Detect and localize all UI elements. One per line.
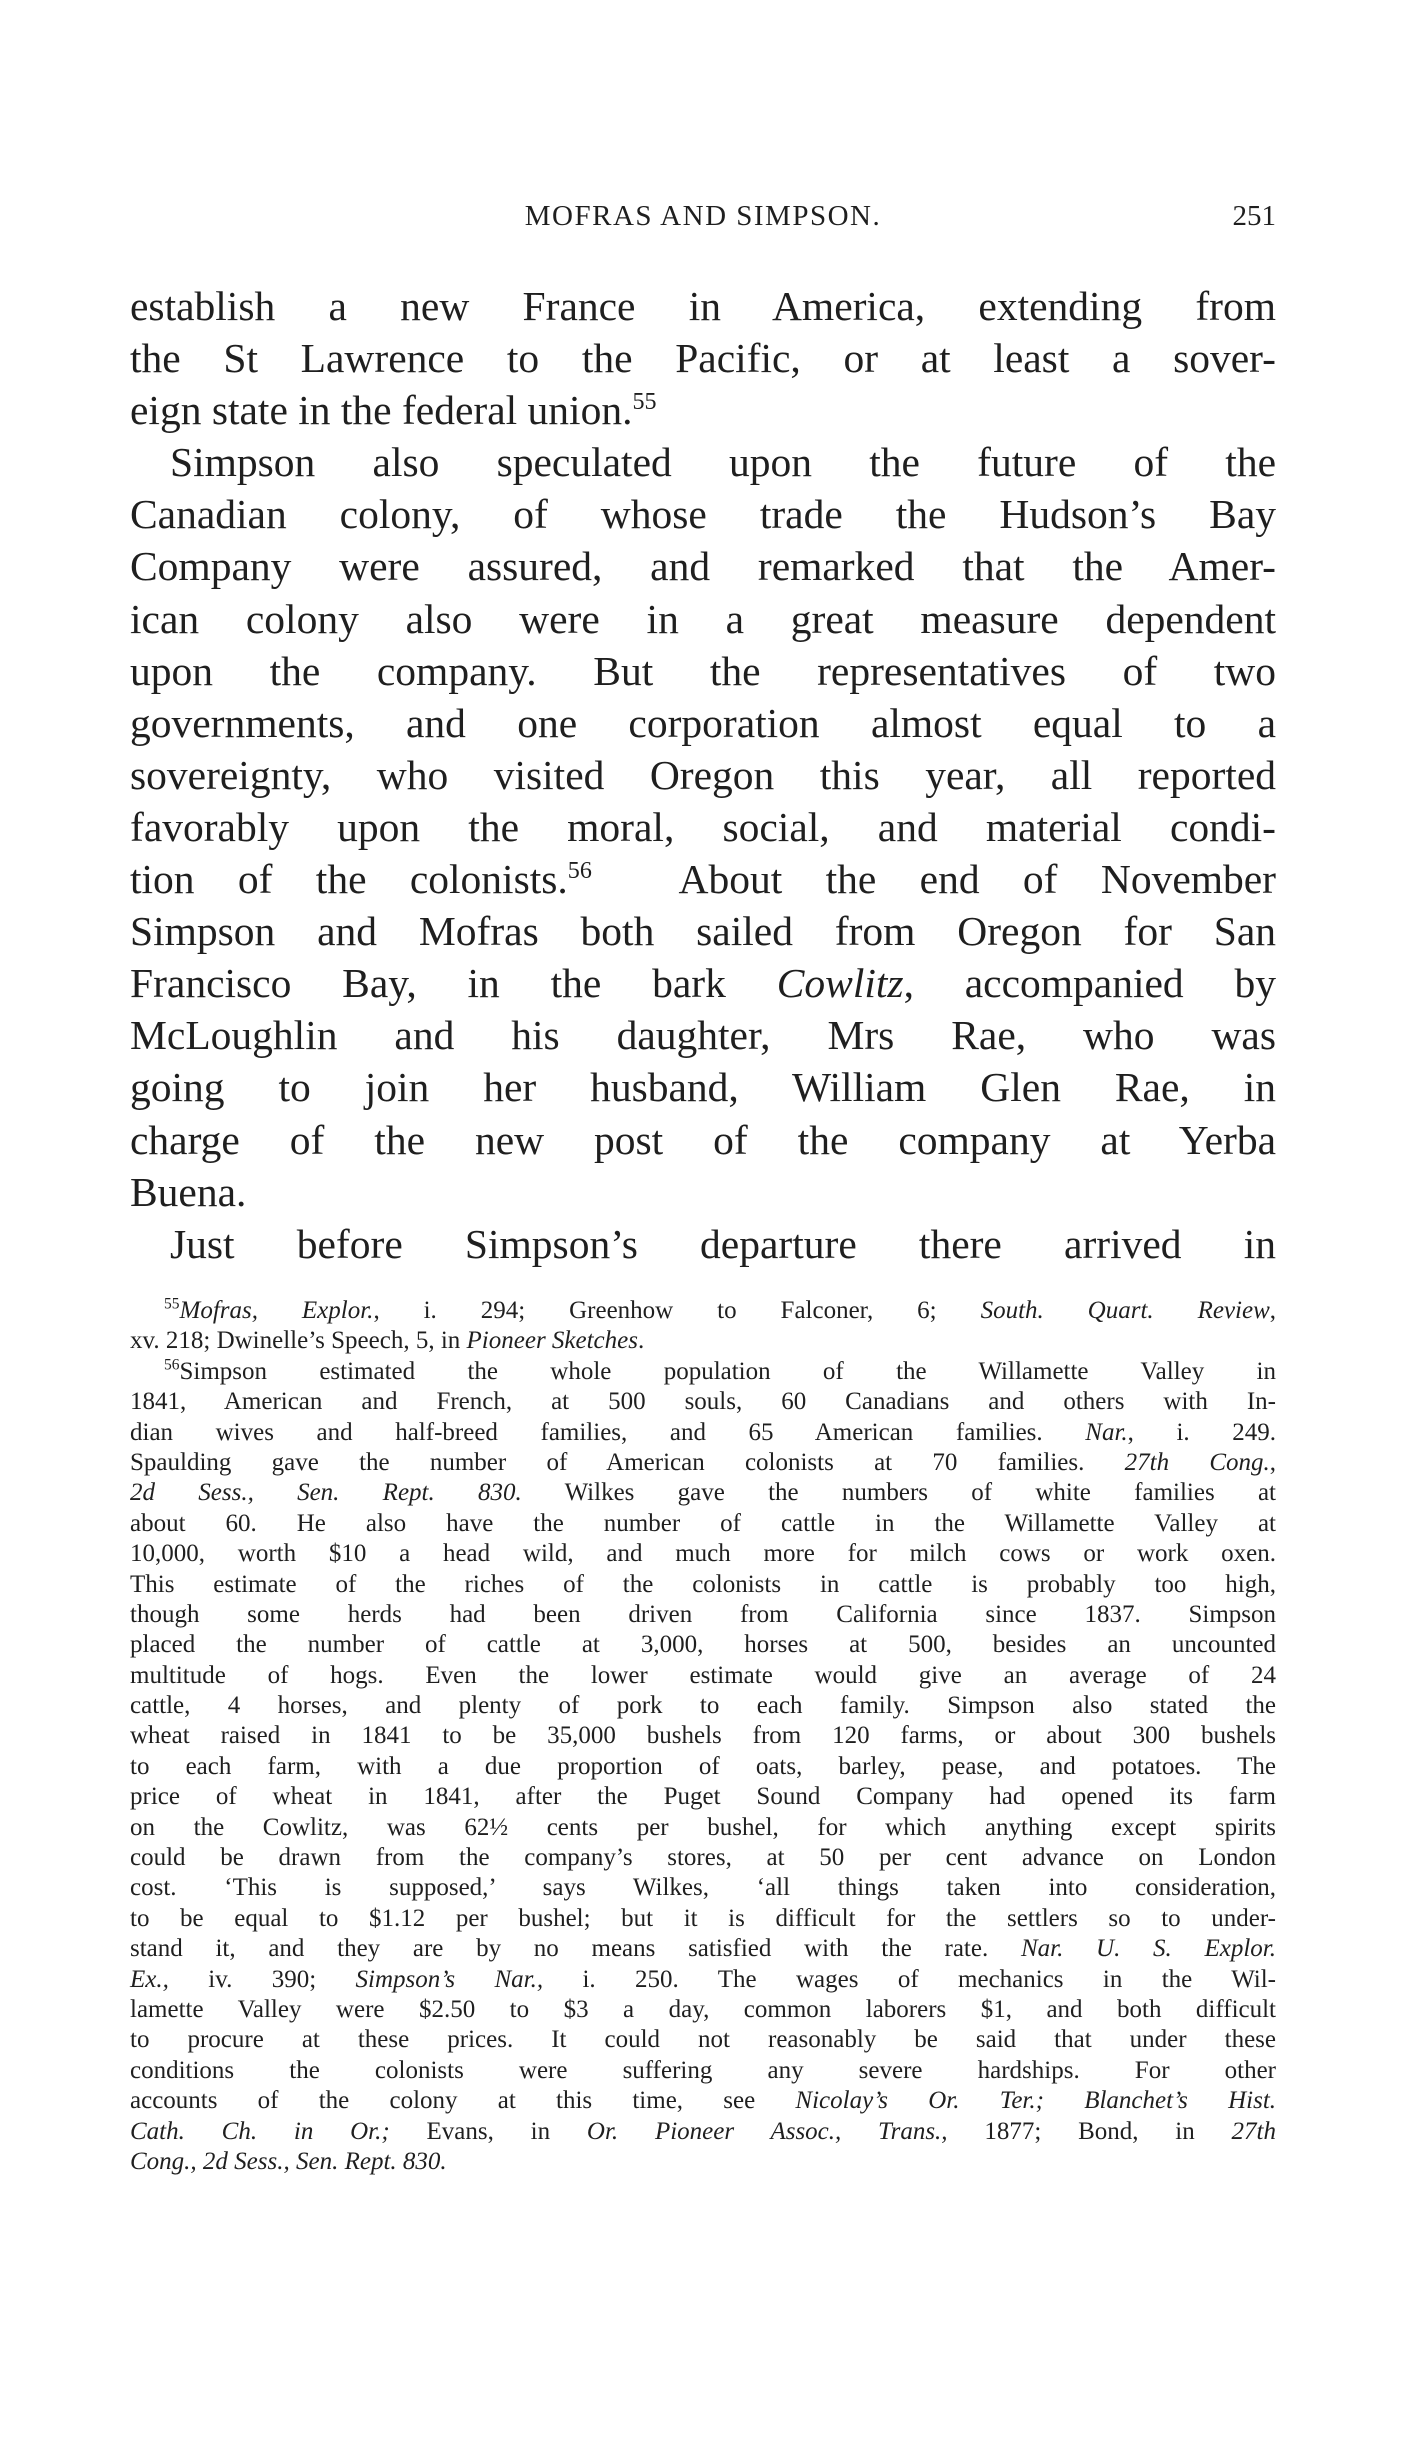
footnote-line: to be equal to $1.12 per bushel; but it is difficult for the settlers so to under- bbox=[130, 1904, 1276, 1932]
footnote-line: could be drawn from the company’s stores, at 50 per cent advance on London bbox=[130, 1844, 1276, 1872]
footnote-line: though some herds had been driven from California since 1837. Simpson bbox=[130, 1600, 1276, 1628]
text-line: going to join her husband, William Glen Rae, in bbox=[130, 1064, 1276, 1111]
footnote-line: 2d Sess., Sen. Rept. 830. Wilkes gave the numbers of white families at bbox=[130, 1479, 1276, 1507]
footnote-line: to each farm, with a due proportion of oats, barley, pease, and potatoes. The bbox=[130, 1752, 1276, 1780]
footnote-line: lamette Valley were $2.50 to $3 a day, common laborers $1, and both difficult bbox=[130, 1995, 1276, 2023]
text-line: Francisco Bay, in the bark Cowlitz, accompanied by bbox=[130, 960, 1276, 1007]
text-line: establish a new France in America, extending from bbox=[130, 283, 1276, 329]
footnote-line: dian wives and half-breed families, and 65 American families. Nar., i. 249. bbox=[130, 1418, 1277, 1446]
footnote-line: about 60. He also have the number of cattle in the Willamette Valley at bbox=[130, 1509, 1276, 1537]
footnote-55: $^{55}$Mofras, Explor., i. 294; Greenhow to Falconer, 6; South. Quart. Review, bbox=[164, 1295, 1277, 1324]
footnote-line: wheat raised in 1841 to be 35,000 bushels from 120 farms, or about 300 bushels bbox=[130, 1722, 1276, 1750]
footnote-line: 10,000, worth $10 a head wild, and much more for milch cows or work oxen. bbox=[130, 1540, 1276, 1568]
footnote-line: price of wheat in 1841, after the Puget Sound Company had opened its farm bbox=[130, 1783, 1276, 1811]
footnote-ref: 56 bbox=[567, 858, 592, 885]
footnotes bbox=[130, 1296, 1276, 2177]
text-line: Company were assured, and remarked that the Amer- bbox=[130, 543, 1276, 590]
text-line: tion of the colonists.$^{56}$ About the end of November bbox=[130, 856, 1277, 903]
page-number: 251 bbox=[1232, 200, 1276, 232]
body-text bbox=[130, 280, 1276, 1270]
text-line: ican colony also were in a great measure dependent bbox=[130, 595, 1276, 642]
footnote-line: on the Cowlitz, was 62½ cents per bushel, for which anything except spirits bbox=[130, 1813, 1276, 1841]
footnote-line: placed the number of cattle at 3,000, horses at 500, besides an uncounted bbox=[130, 1631, 1276, 1659]
running-head bbox=[130, 198, 1276, 238]
footnote-56: $^{56}$Simpson estimated the whole population of the Willamette Valley in bbox=[164, 1356, 1276, 1385]
text-line: Just before Simpson’s departure there arrived in bbox=[170, 1220, 1276, 1267]
footnote-line: xv. 218; Dwinelle’s Speech, 5, in Pioneer Sketches. bbox=[130, 1327, 645, 1355]
footnote-line: 1841, American and French, at 500 souls, 60 Canadians and others with In- bbox=[130, 1388, 1276, 1416]
running-title: MOFRAS AND SIMPSON. bbox=[524, 200, 882, 232]
text-line: Buena. bbox=[130, 1168, 247, 1215]
text-line: McLoughlin and his daughter, Mrs Rae, who was bbox=[130, 1012, 1276, 1059]
text-line: favorably upon the moral, social, and material condi- bbox=[130, 803, 1276, 850]
text-line: upon the company. But the representatives of two bbox=[130, 647, 1276, 694]
footnote-line: accounts of the colony at this time, see Nicolay’s Or. Ter.; Blanchet’s Hist. bbox=[130, 2087, 1277, 2115]
text-line: the St Lawrence to the Pacific, or at least a sover- bbox=[130, 335, 1276, 382]
ship-name: Cowlitz bbox=[776, 960, 904, 1007]
footnote-line: multitude of hogs. Even the lower estimate would give an average of 24 bbox=[130, 1661, 1276, 1689]
text-line: sovereignty, who visited Oregon this year, all reported bbox=[130, 751, 1276, 798]
footnote-ref: 55 bbox=[632, 389, 657, 416]
footnote-line: to procure at these prices. It could not reasonably be said that under these bbox=[130, 2026, 1276, 2054]
text-line: charge of the new post of the company at Yerba bbox=[130, 1116, 1276, 1163]
text-line: Simpson and Mofras both sailed from Oregon for San bbox=[130, 908, 1276, 955]
footnote-line: cattle, 4 horses, and plenty of pork to each family. Simpson also stated the bbox=[130, 1692, 1276, 1720]
footnote-line: Cong., 2d Sess., Sen. Rept. 830. bbox=[130, 2147, 447, 2175]
text-line: eign state in the federal union.$^{55}$ bbox=[130, 387, 657, 434]
footnote-line: cost. ‘This is supposed,’ says Wilkes, ‘all things taken into consideration, bbox=[130, 1874, 1276, 1902]
footnote-line: Cath. Ch. in Or.; Evans, in Or. Pioneer Assoc., Trans., 1877; Bond, in 27th bbox=[130, 2117, 1276, 2145]
footnote-line: stand it, and they are by no means satisfied with the rate. Nar. U. S. Explor. bbox=[130, 1935, 1277, 1963]
footnote-line: Spaulding gave the number of American colonists at 70 families. 27th Cong., bbox=[130, 1448, 1277, 1476]
text-line: governments, and one corporation almost equal to a bbox=[130, 699, 1276, 746]
text-line: Simpson also speculated upon the future of the bbox=[170, 439, 1276, 486]
footnote-line: This estimate of the riches of the colonists in cattle is probably too high, bbox=[130, 1570, 1276, 1598]
footnote-line: Ex., iv. 390; Simpson’s Nar., i. 250. The wages of mechanics in the Wil- bbox=[130, 1965, 1276, 1993]
footnote-line: conditions the colonists were suffering any severe hardships. For other bbox=[130, 2056, 1276, 2084]
text-line: Canadian colony, of whose trade the Hudson’s Bay bbox=[130, 491, 1276, 538]
